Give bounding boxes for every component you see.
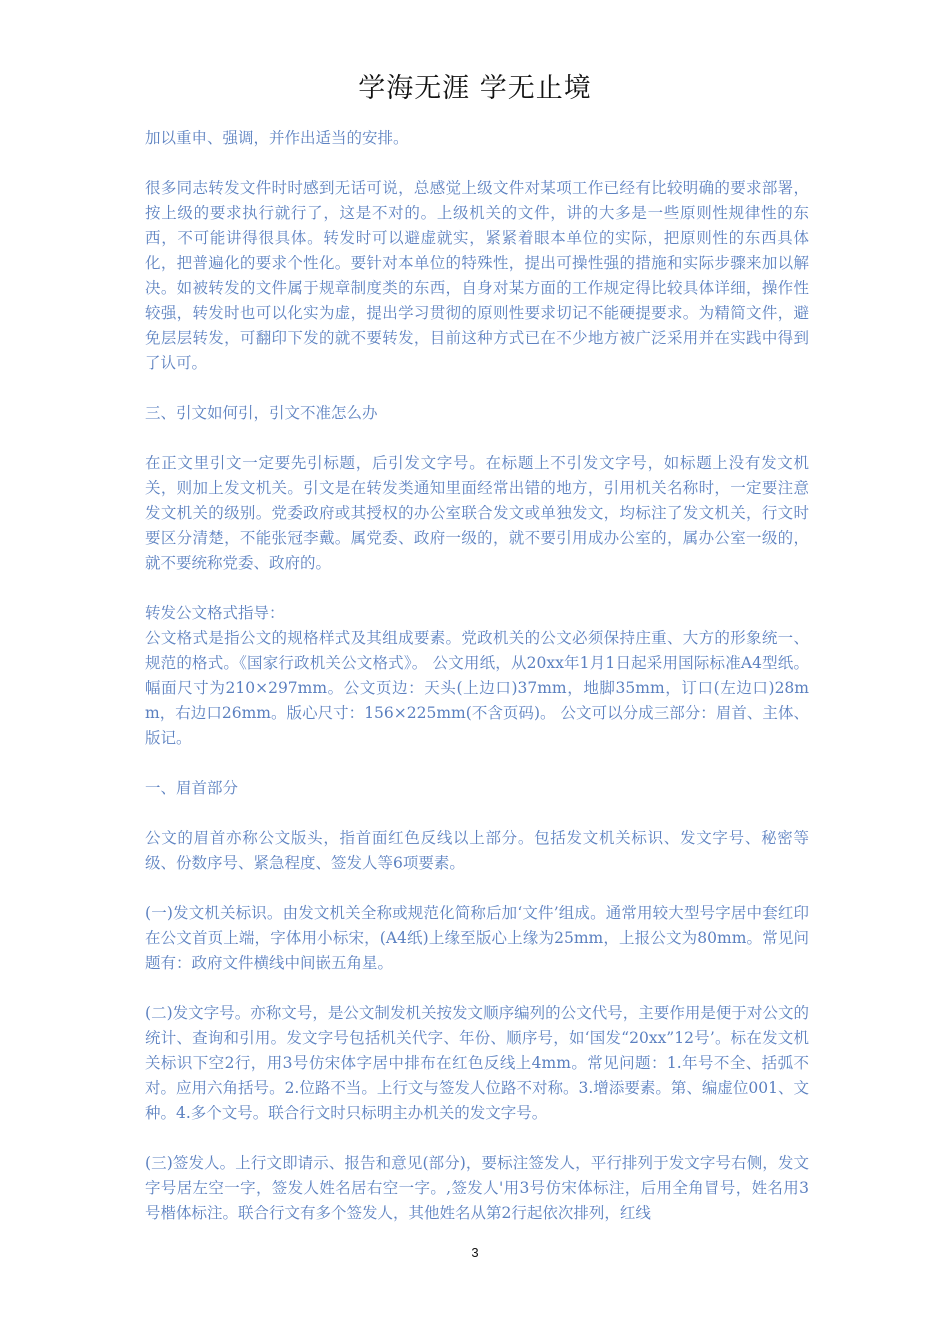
paragraph-spacer xyxy=(145,376,809,401)
paragraph: 公文的眉首亦称公文版头，指首面红色反线以上部分。包括发文机关标识、发文字号、秘密等级、份数序号、紧急程度、签发人等6项要素。 xyxy=(145,829,809,872)
page-number: 3 xyxy=(471,1245,479,1260)
section-heading: 转发公文格式指导： xyxy=(145,604,285,622)
paragraph: 公文格式是指公文的规格样式及其组成要素。党政机关的公文必须保持庄重、大方的形象统一、规范的格式。《国家行政机关公文格式》。 公文用纸，从20xx年1月1日起采用国际标准A4型纸。幅面尺寸为210×297mm。公文页边：天头(上边口)37mm，地脚35mm，订口(左边口)28mm，右边口26mm。版心尺寸：156×225mm(不含页码)。 公文可以分成三部分：眉首、主体、版记。 xyxy=(145,629,809,747)
paragraph-spacer xyxy=(145,576,809,601)
paragraph: 很多同志转发文件时时感到无话可说，总感觉上级文件对某项工作已经有比较明确的要求部署，按上级的要求执行就行了，这是不对的。上级机关的文件，讲的大多是一些原则性规律性的东西，不可能讲得很具体。转发时可以避虚就实，紧紧着眼本单位的实际，把原则性的东西具体化，把普遍化的要求个性化。要针对本单位的特殊性，提出可操性强的措施和实际步骤来加以解决。如被转发的文件属于规章制度类的东西，自身对某方面的工作规定得比较具体详细，操作性较强，转发时也可以化实为虚，提出学习贯彻的原则性要求切记不能硬提要求。为精简文件，避免层层转发，可翻印下发的就不要转发，目前这种方式已在不少地方被广泛采用并在实践中得到了认可。 xyxy=(145,179,809,372)
paragraph-spacer xyxy=(145,151,809,176)
paragraph: (三)签发人。上行文即请示、报告和意见(部分)，要标注签发人，平行排列于发文字号右侧，发文字号居左空一字，签发人姓名居右空一字。,签发人'用3号仿宋体标注，后用全角冒号，姓名用3号楷体标注。联合行文有多个签发人，其他姓名从第2行起依次排列，红线 xyxy=(145,1154,809,1222)
paragraph-spacer xyxy=(145,751,809,776)
paragraph-spacer xyxy=(145,801,809,826)
paragraph: (二)发文字号。亦称文号，是公文制发机关按发文顺序编列的公文代号，主要作用是便于对公文的统计、查询和引用。发文字号包括机关代字、年份、顺序号，如‘国发“20xx”12号’。标在发文机关标识下空2行，用3号仿宋体字居中排布在红色反线上4mm。常见问题：1.年号不全、括弧不对。应用六角括号。2.位路不当。上行文与签发人位路不对称。3.增添要素。第、编虚位001、文种。4.多个文号。联合行文时只标明主办机关的发文字号。 xyxy=(145,1004,809,1122)
paragraph: (一)发文机关标识。由发文机关全称或规范化简称后加‘文件’组成。通常用较大型号字居中套红印在公文首页上端，字体用小标宋，(A4纸)上缘至版心上缘为25mm，上报公文为80mm。常见问题有：政府文件横线中间嵌五角星。 xyxy=(145,904,809,972)
paragraph-spacer xyxy=(145,876,809,901)
section-heading: 一、眉首部分 xyxy=(145,779,239,797)
paragraph-spacer xyxy=(145,1126,809,1151)
paragraph: 加以重申、强调，并作出适当的安排。 xyxy=(145,129,409,147)
paragraph: 在正文里引文一定要先引标题，后引发文字号。在标题上不引发文字号，如标题上没有发文机关，则加上发文机关。引文是在转发类通知里面经常出错的地方，引用机关名称时，一定要注意发文机关的级别。党委政府或其授权的办公室联合发文或单独发文，均标注了发文机关，行文时要区分清楚，不能张冠李戴。属党委、政府一级的，就不要引用成办公室的，属办公室一级的，就不要统称党委、政府的。 xyxy=(145,454,809,572)
section-heading: 三、引文如何引，引文不准怎么办 xyxy=(145,404,378,422)
paragraph-spacer xyxy=(145,976,809,1001)
paragraph-spacer xyxy=(145,426,809,451)
page-header: 学海无涯 学无止境 xyxy=(358,73,592,104)
body-text xyxy=(145,126,809,1226)
